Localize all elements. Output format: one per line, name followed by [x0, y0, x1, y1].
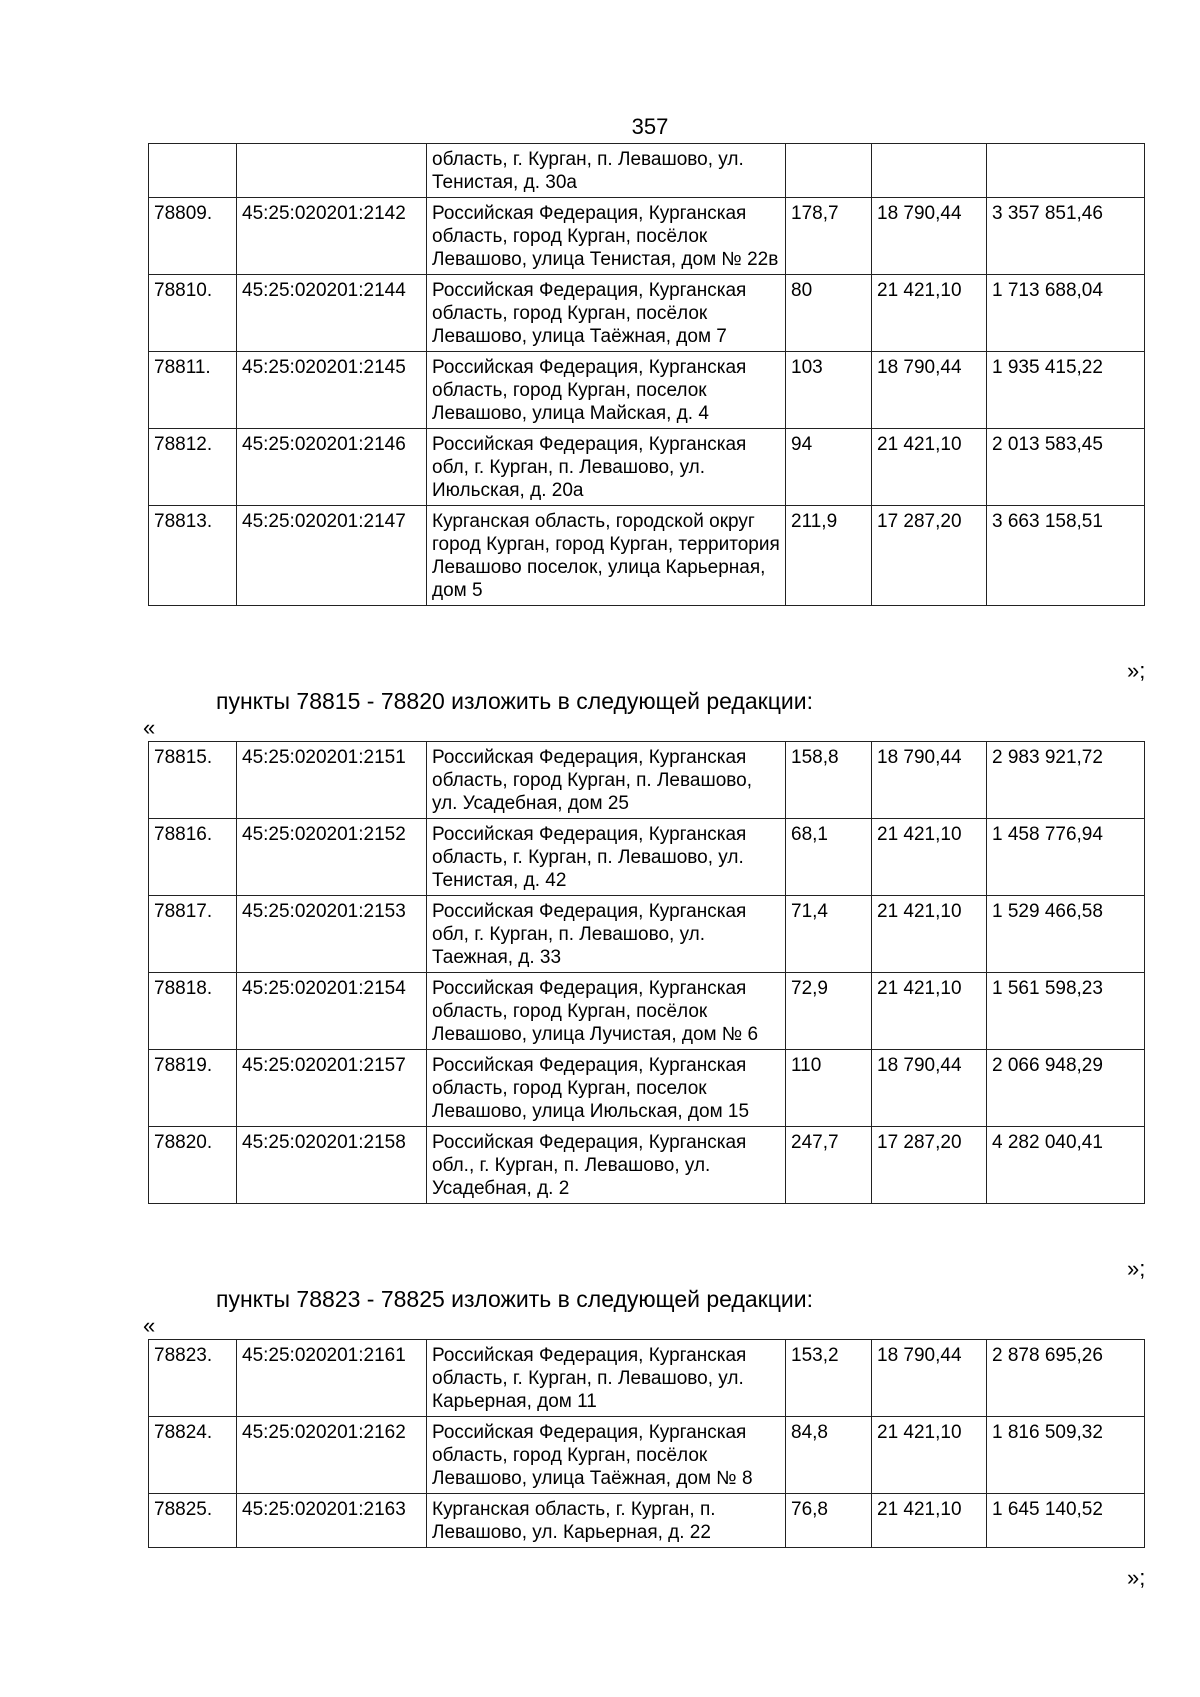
address-cell: Российская Федерация, Курганская область, город Курган, посёлок Левашово, улица Таёжная, дом 7 [427, 275, 786, 352]
specific-value-cell: 18 790,44 [872, 198, 987, 275]
cadastral-value-cell: 1 458 776,94 [987, 819, 1145, 896]
property-table-2 [148, 741, 1145, 1204]
table-row [149, 506, 1145, 606]
specific-value-cell: 18 790,44 [872, 1340, 987, 1417]
item-number-cell: 78825. [149, 1494, 237, 1548]
closing-quote-3: »; [1127, 1565, 1146, 1590]
item-number-cell: 78818. [149, 973, 237, 1050]
area-cell: 71,4 [786, 896, 872, 973]
paragraph-items-78823-78825: пункты 78823 - 78825 изложить в следующей редакции: [216, 1286, 813, 1312]
cadastral-value-cell: 1 713 688,04 [987, 275, 1145, 352]
cadastral-number-cell: 45:25:020201:2151 [237, 742, 427, 819]
page-number: 357 [631, 114, 669, 139]
area-cell: 76,8 [786, 1494, 872, 1548]
area-cell: 94 [786, 429, 872, 506]
cadastral-number-cell: 45:25:020201:2147 [237, 506, 427, 606]
cadastral-value-cell [987, 144, 1145, 198]
specific-value-cell: 17 287,20 [872, 1127, 987, 1204]
area-cell: 84,8 [786, 1417, 872, 1494]
cadastral-number-cell: 45:25:020201:2153 [237, 896, 427, 973]
item-number-cell: 78811. [149, 352, 237, 429]
cadastral-number-cell: 45:25:020201:2152 [237, 819, 427, 896]
cadastral-value-cell: 1 645 140,52 [987, 1494, 1145, 1548]
cadastral-number-cell: 45:25:020201:2163 [237, 1494, 427, 1548]
specific-value-cell [872, 144, 987, 198]
item-number-cell: 78820. [149, 1127, 237, 1204]
item-number-cell [149, 144, 237, 198]
table-row [149, 275, 1145, 352]
specific-value-cell: 21 421,10 [872, 819, 987, 896]
cadastral-value-cell: 1 529 466,58 [987, 896, 1145, 973]
address-cell: Российская Федерация, Курганская область, г. Курган, п. Левашово, ул. Тенистая, д. 42 [427, 819, 786, 896]
table-row [149, 1417, 1145, 1494]
area-cell: 110 [786, 1050, 872, 1127]
item-number-cell: 78816. [149, 819, 237, 896]
item-number-cell: 78815. [149, 742, 237, 819]
specific-value-cell: 17 287,20 [872, 506, 987, 606]
cadastral-number-cell: 45:25:020201:2144 [237, 275, 427, 352]
cadastral-value-cell: 2 983 921,72 [987, 742, 1145, 819]
address-cell: Российская Федерация, Курганская область, город Курган, посёлок Левашово, улица Лучистая, дом № 6 [427, 973, 786, 1050]
closing-quote-2: »; [1127, 1256, 1146, 1281]
table-row [149, 896, 1145, 973]
specific-value-cell: 21 421,10 [872, 275, 987, 352]
cadastral-number-cell: 45:25:020201:2154 [237, 973, 427, 1050]
area-cell: 158,8 [786, 742, 872, 819]
cadastral-value-cell: 3 357 851,46 [987, 198, 1145, 275]
property-table-1 [148, 143, 1145, 606]
specific-value-cell: 18 790,44 [872, 352, 987, 429]
address-cell: Российская Федерация, Курганская область, город Курган, посёлок Левашово, улица Тенистая, дом № 22в [427, 198, 786, 275]
cadastral-number-cell: 45:25:020201:2161 [237, 1340, 427, 1417]
specific-value-cell: 21 421,10 [872, 1417, 987, 1494]
area-cell: 247,7 [786, 1127, 872, 1204]
address-cell: Российская Федерация, Курганская область, город Курган, посёлок Левашово, улица Таёжная, дом № 8 [427, 1417, 786, 1494]
item-number-cell: 78824. [149, 1417, 237, 1494]
item-number-cell: 78819. [149, 1050, 237, 1127]
specific-value-cell: 21 421,10 [872, 973, 987, 1050]
area-cell: 80 [786, 275, 872, 352]
area-cell [786, 144, 872, 198]
address-cell: Российская Федерация, Курганская область, город Курган, поселок Левашово, улица Июльская, дом 15 [427, 1050, 786, 1127]
cadastral-number-cell: 45:25:020201:2142 [237, 198, 427, 275]
specific-value-cell: 18 790,44 [872, 1050, 987, 1127]
address-cell: Российская Федерация, Курганская область, город Курган, п. Левашово, ул. Усадебная, дом 25 [427, 742, 786, 819]
table-row [149, 819, 1145, 896]
area-cell: 68,1 [786, 819, 872, 896]
item-number-cell: 78809. [149, 198, 237, 275]
item-number-cell: 78817. [149, 896, 237, 973]
address-cell: Курганская область, г. Курган, п. Левашово, ул. Карьерная, д. 22 [427, 1494, 786, 1548]
cadastral-number-cell: 45:25:020201:2146 [237, 429, 427, 506]
cadastral-value-cell: 3 663 158,51 [987, 506, 1145, 606]
cadastral-value-cell: 1 561 598,23 [987, 973, 1145, 1050]
item-number-cell: 78813. [149, 506, 237, 606]
cadastral-number-cell [237, 144, 427, 198]
area-cell: 178,7 [786, 198, 872, 275]
cadastral-number-cell: 45:25:020201:2157 [237, 1050, 427, 1127]
table-row [149, 742, 1145, 819]
address-cell: Российская Федерация, Курганская обл, г. Курган, п. Левашово, ул. Таежная, д. 33 [427, 896, 786, 973]
cadastral-value-cell: 1 935 415,22 [987, 352, 1145, 429]
specific-value-cell: 18 790,44 [872, 742, 987, 819]
cadastral-value-cell: 2 878 695,26 [987, 1340, 1145, 1417]
area-cell: 103 [786, 352, 872, 429]
specific-value-cell: 21 421,10 [872, 1494, 987, 1548]
item-number-cell: 78812. [149, 429, 237, 506]
property-table-3 [148, 1339, 1145, 1548]
area-cell: 211,9 [786, 506, 872, 606]
closing-quote-1: »; [1127, 658, 1146, 683]
opening-quote-3: « [143, 1313, 156, 1338]
area-cell: 153,2 [786, 1340, 872, 1417]
specific-value-cell: 21 421,10 [872, 429, 987, 506]
paragraph-items-78815-78820: пункты 78815 - 78820 изложить в следующей редакции: [216, 688, 813, 714]
cadastral-number-cell: 45:25:020201:2158 [237, 1127, 427, 1204]
cadastral-number-cell: 45:25:020201:2145 [237, 352, 427, 429]
address-cell: Российская Федерация, Курганская обл., г. Курган, п. Левашово, ул. Усадебная, д. 2 [427, 1127, 786, 1204]
table-row [149, 1340, 1145, 1417]
cadastral-value-cell: 1 816 509,32 [987, 1417, 1145, 1494]
address-cell: область, г. Курган, п. Левашово, ул. Тенистая, д. 30а [427, 144, 786, 198]
address-cell: Курганская область, городской округ город Курган, город Курган, территория Левашово поселок, улица Карьерная, дом 5 [427, 506, 786, 606]
table-row [149, 973, 1145, 1050]
area-cell: 72,9 [786, 973, 872, 1050]
item-number-cell: 78823. [149, 1340, 237, 1417]
table-row [149, 144, 1145, 198]
address-cell: Российская Федерация, Курганская область, город Курган, поселок Левашово, улица Майская, д. 4 [427, 352, 786, 429]
item-number-cell: 78810. [149, 275, 237, 352]
cadastral-value-cell: 4 282 040,41 [987, 1127, 1145, 1204]
table-row [149, 429, 1145, 506]
cadastral-number-cell: 45:25:020201:2162 [237, 1417, 427, 1494]
address-cell: Российская Федерация, Курганская обл, г. Курган, п. Левашово, ул. Июльская, д. 20а [427, 429, 786, 506]
table-row [149, 1050, 1145, 1127]
address-cell: Российская Федерация, Курганская область, г. Курган, п. Левашово, ул. Карьерная, дом 11 [427, 1340, 786, 1417]
table-row [149, 1127, 1145, 1204]
cadastral-value-cell: 2 066 948,29 [987, 1050, 1145, 1127]
cadastral-value-cell: 2 013 583,45 [987, 429, 1145, 506]
opening-quote-2: « [143, 715, 156, 740]
table-row [149, 1494, 1145, 1548]
table-row [149, 352, 1145, 429]
table-row [149, 198, 1145, 275]
specific-value-cell: 21 421,10 [872, 896, 987, 973]
